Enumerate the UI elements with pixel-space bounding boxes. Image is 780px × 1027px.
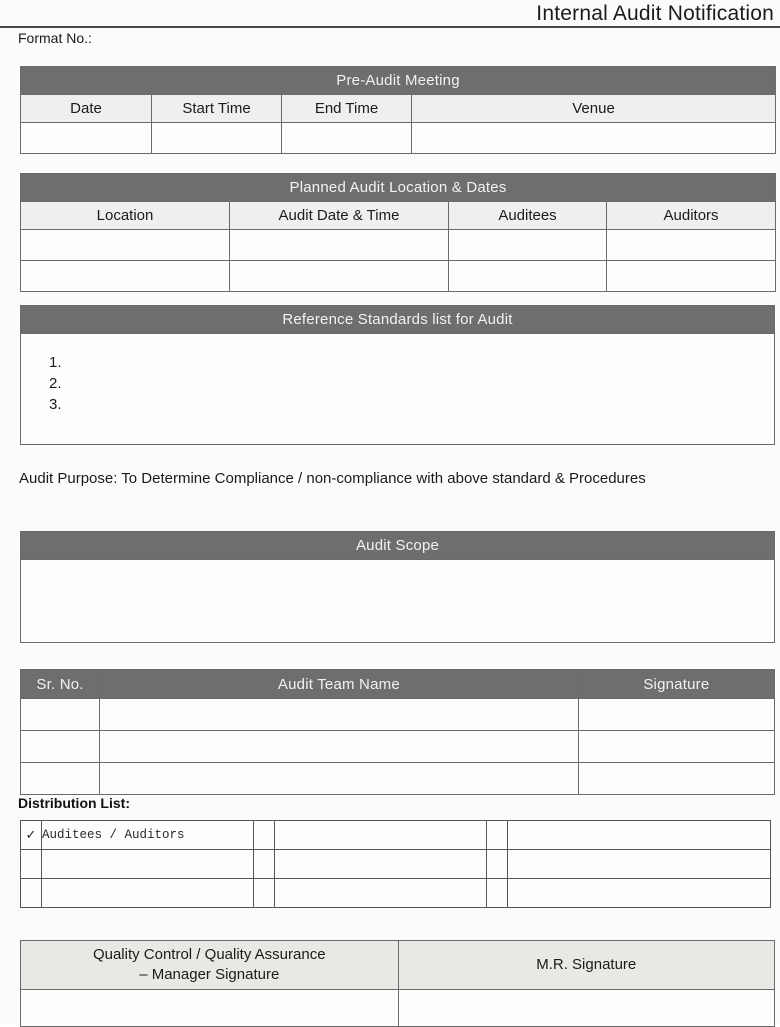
mr-signature-field[interactable] [398,990,775,1027]
cell-signature[interactable] [578,699,774,731]
mr-signature-label: M.R. Signature [398,941,775,990]
list-item: 2. [49,375,62,392]
qc-manager-signature-label [21,941,399,990]
column-header-end-time: End Time [282,95,412,123]
table-row [21,230,776,261]
checkbox-cell[interactable] [487,821,508,850]
cell-signature[interactable] [578,731,774,763]
pre-audit-meeting-table [20,66,776,154]
recipient-name-cell[interactable] [42,879,254,908]
column-header-auditees: Auditees [449,202,607,230]
column-header-audit-date-time: Audit Date & Time [230,202,449,230]
recipient-name-cell[interactable] [42,850,254,879]
cell-team-name[interactable] [100,699,579,731]
cell-auditors[interactable] [607,261,776,292]
checkbox-cell[interactable] [21,879,42,908]
cell-end-time[interactable] [282,123,412,154]
checkbox-cell[interactable]: ✓ [21,821,42,850]
cell-sr-no[interactable] [21,763,100,795]
reference-standards-table [20,305,775,445]
audit-scope-title: Audit Scope [21,532,775,560]
cell-date[interactable] [21,123,152,154]
column-header-sr-no: Sr. No. [21,670,100,699]
cell-signature[interactable] [578,763,774,795]
recipient-name-cell[interactable] [508,821,771,850]
recipient-name-cell[interactable] [275,879,487,908]
cell-sr-no[interactable] [21,731,100,763]
recipient-name-cell[interactable] [275,821,487,850]
distribution-list-label: Distribution List: [18,795,130,811]
checkbox-cell[interactable] [21,850,42,879]
format-no-label: Format No.: [18,30,92,46]
audit-scope-body[interactable] [21,560,775,643]
table-row [21,850,771,879]
reference-standards-title: Reference Standards list for Audit [21,306,775,334]
cell-location[interactable] [21,230,230,261]
table-row [21,699,775,731]
table-row [21,763,775,795]
checkbox-cell[interactable] [487,850,508,879]
cell-auditees[interactable] [449,261,607,292]
cell-team-name[interactable] [100,763,579,795]
planned-audit-title: Planned Audit Location & Dates [21,174,776,202]
planned-audit-table [20,173,776,292]
recipient-name-cell[interactable]: Auditees / Auditors [42,821,254,850]
cell-auditees[interactable] [449,230,607,261]
cell-audit-date-time[interactable] [230,230,449,261]
checkbox-cell[interactable] [487,879,508,908]
table-row [21,879,771,908]
column-header-start-time: Start Time [152,95,282,123]
pre-audit-meeting-title: Pre-Audit Meeting [21,67,776,95]
cell-location[interactable] [21,261,230,292]
table-row [21,731,775,763]
recipient-name-cell[interactable] [275,850,487,879]
column-header-auditors: Auditors [607,202,776,230]
reference-standards-body[interactable] [21,334,775,445]
audit-purpose-text: Audit Purpose: To Determine Compliance / non-compliance with above standard & Procedures [19,470,646,487]
reference-standards-list [21,334,774,415]
cell-audit-date-time[interactable] [230,261,449,292]
column-header-venue: Venue [412,95,776,123]
checkbox-cell[interactable] [254,821,275,850]
qc-label-line1: Quality Control / Quality Assurance [92,946,326,963]
cell-sr-no[interactable] [21,699,100,731]
signature-footer-table [20,940,775,1027]
cell-team-name[interactable] [100,731,579,763]
cell-venue[interactable] [412,123,776,154]
column-header-audit-team-name: Audit Team Name [100,670,579,699]
recipient-name-cell[interactable] [508,850,771,879]
cell-start-time[interactable] [152,123,282,154]
recipient-name-cell[interactable] [508,879,771,908]
qc-label-line2: – Manager Signature [139,966,280,983]
audit-team-table [20,669,775,795]
column-header-signature: Signature [578,670,774,699]
title-divider [0,26,780,28]
column-header-date: Date [21,95,152,123]
distribution-list-table [20,820,771,908]
page-title: Internal Audit Notification [536,2,774,25]
checkbox-cell[interactable] [254,850,275,879]
table-row [21,821,771,850]
table-row [21,261,776,292]
qc-signature-field[interactable] [21,990,399,1027]
list-item: 3. [49,396,62,413]
checkbox-cell[interactable] [254,879,275,908]
cell-auditors[interactable] [607,230,776,261]
list-item: 1. [49,354,62,371]
audit-scope-table [20,531,775,643]
table-row [21,990,775,1027]
table-row [21,123,776,154]
column-header-location: Location [21,202,230,230]
